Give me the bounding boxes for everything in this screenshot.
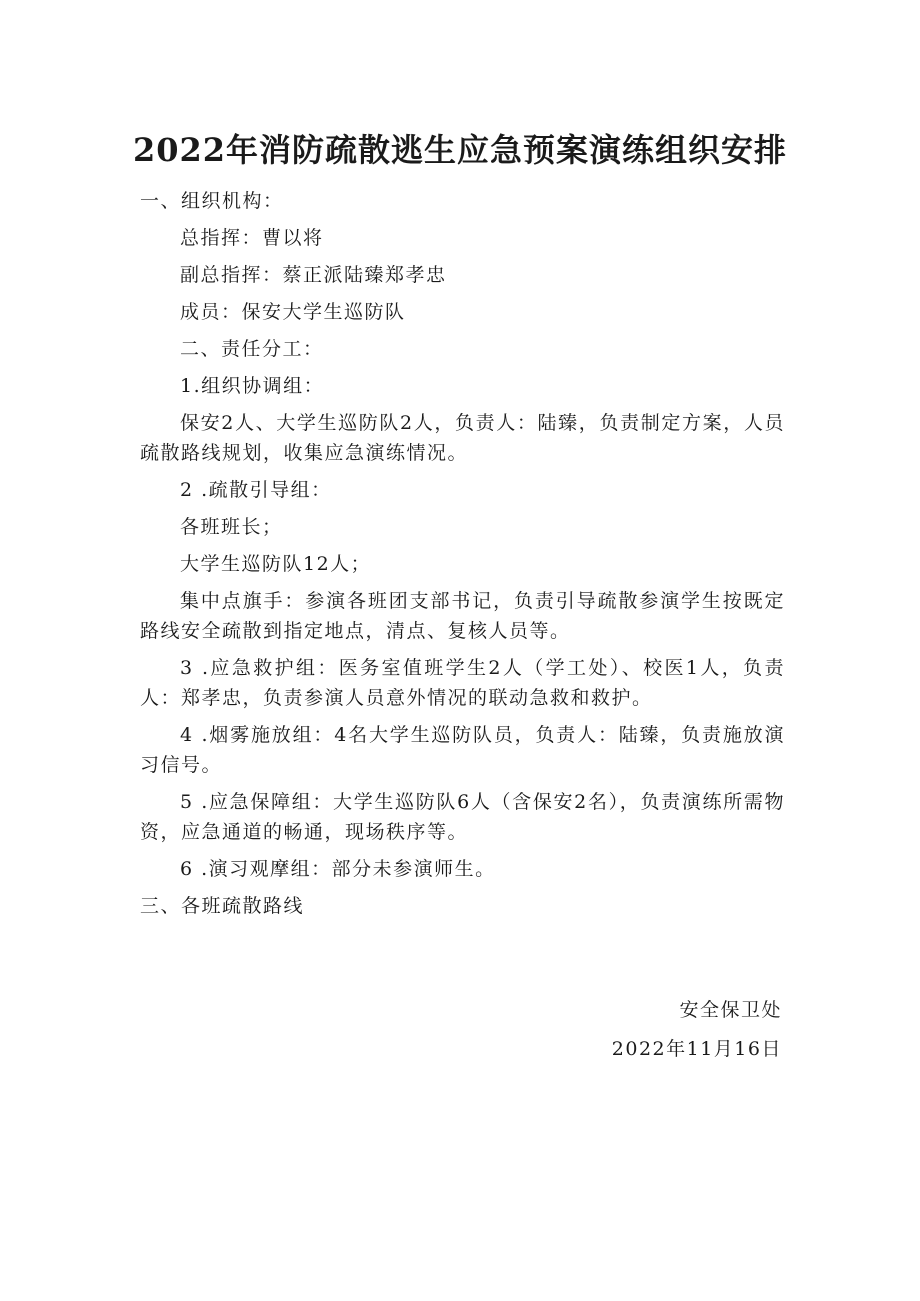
coordination-group-title: 1.组织协调组： xyxy=(180,375,325,397)
emergency-support-group-line: 5 .应急保障组：大学生巡防队6人（含保安2名），负责演练所需物资，应急通道的畅通，现场秩序等。 xyxy=(140,791,785,843)
signature-department: 安全保卫处 xyxy=(679,999,782,1021)
section-heading-evacuation-routes: 三、各班疏散路线 xyxy=(140,895,305,917)
evacuation-guide-group-title: 2 .疏散引导组： xyxy=(180,479,332,501)
smoke-release-group-line: 4 .烟雾施放组：4名大学生巡防队员，负责人：陆臻，负责施放演习信号。 xyxy=(140,724,785,776)
section-heading-organization: 一、组织机构： xyxy=(140,190,284,212)
evacuation-guide-item-flag-bearers: 集中点旗手：参演各班团支部书记，负责引导疏散参演学生按既定路线安全疏散到指定地点，清点、复核人员等。 xyxy=(140,590,785,642)
signature-block xyxy=(612,995,782,1073)
deputy-commander-line: 副总指挥：蔡正派陆臻郑孝忠 xyxy=(180,264,447,286)
document-title: 2022年消防疏散逃生应急预案演练组织安排 xyxy=(132,131,788,169)
commander-line: 总指挥：曹以将 xyxy=(180,227,324,249)
evacuation-guide-item-monitors: 各班班长； xyxy=(180,516,283,538)
coordination-group-description: 保安2人、大学生巡防队2人，负责人：陆臻，负责制定方案，人员疏散路线规划，收集应急演练情况。 xyxy=(140,412,785,464)
members-line: 成员：保安大学生巡防队 xyxy=(180,301,406,323)
evacuation-guide-item-patrol: 大学生巡防队12人； xyxy=(180,553,372,575)
observation-group-line: 6 .演习观摩组：部分未参演师生。 xyxy=(180,858,496,880)
first-aid-group-line: 3 .应急救护组：医务室值班学生2人（学工处）、校医1人，负责人：郑孝忠，负责参演人员意外情况的联动急救和救护。 xyxy=(140,657,785,709)
document-body xyxy=(140,186,785,928)
signature-date: 2022年11月16日 xyxy=(611,1038,782,1060)
section-heading-responsibilities: 二、责任分工： xyxy=(180,338,324,360)
